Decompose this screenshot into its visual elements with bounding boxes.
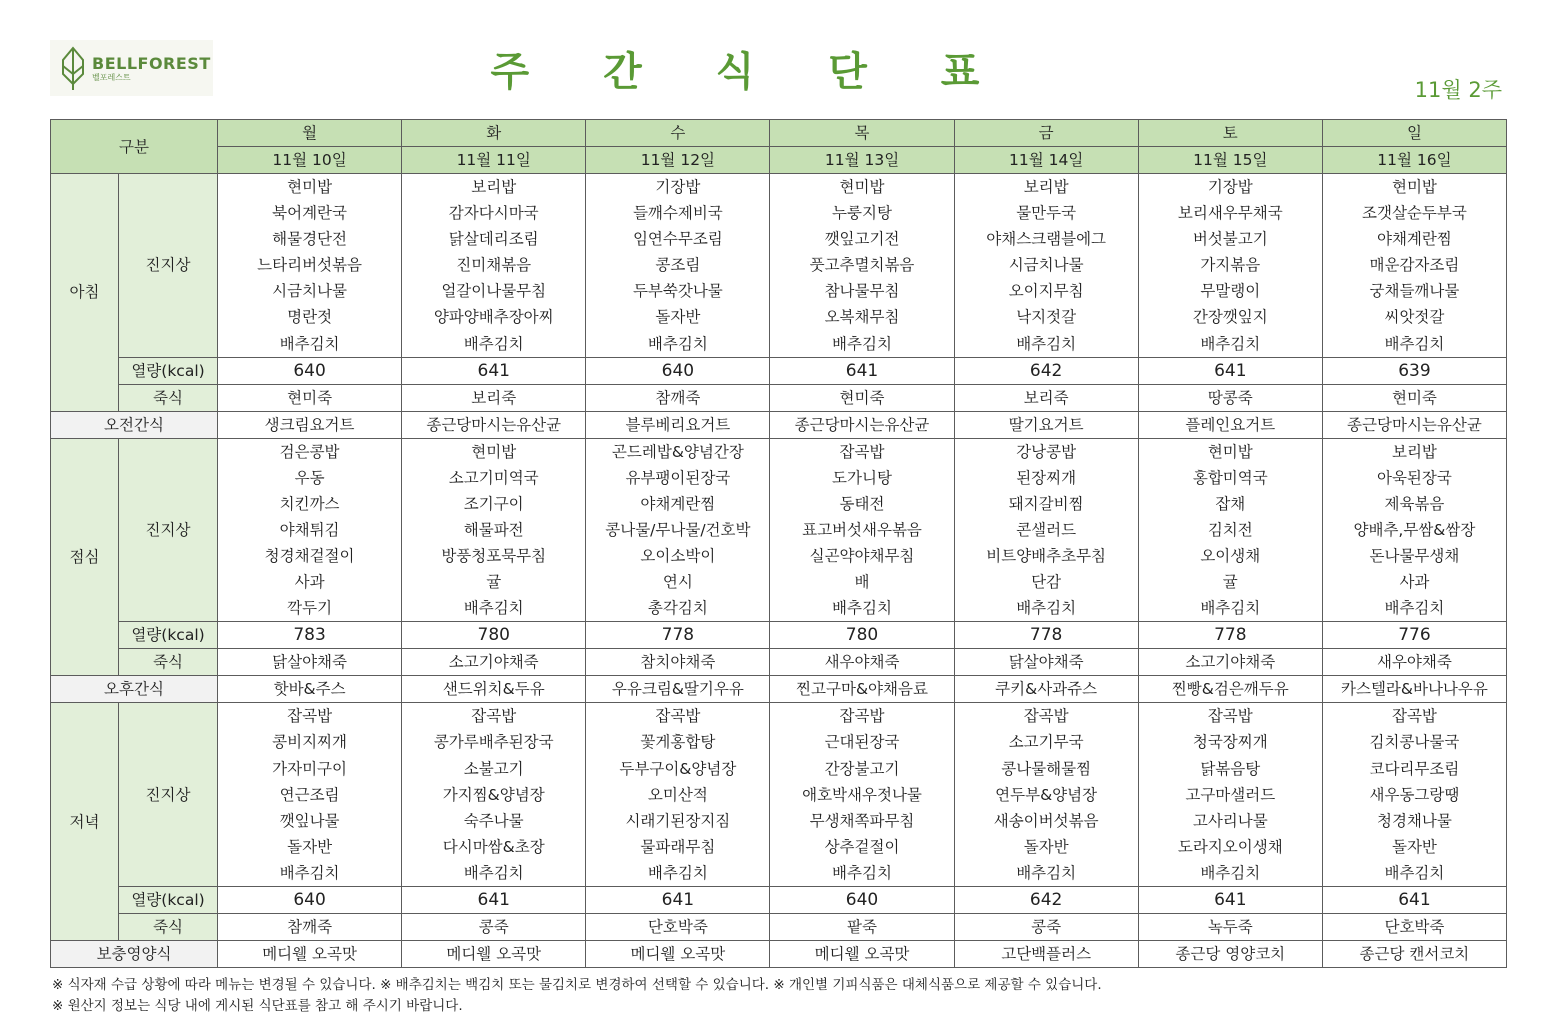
menu-cell [954, 703, 1138, 887]
menu-item: 코다리무조림 [1369, 759, 1460, 778]
kcal-label: 열량(kcal) [119, 886, 218, 913]
menu-item: 잡곡밥 [1023, 707, 1069, 726]
menu-item: 해물경단전 [272, 230, 348, 249]
supplement-item: 메디웰 오곡맛 [218, 940, 402, 967]
menu-item: 배추김치 [647, 334, 708, 353]
juk-item: 닭살야채죽 [954, 649, 1138, 676]
am_snack-item: 종근당마시는유산균 [1322, 411, 1506, 438]
menu-item: 오복채무침 [824, 308, 900, 327]
menu-item: 돼지갈비찜 [1008, 494, 1084, 513]
kcal-value: 776 [1322, 622, 1506, 649]
menu-item: 배추김치 [1384, 334, 1445, 353]
header-date: 11월 11일 [402, 147, 586, 174]
menu-item: 무생채쪽파무침 [809, 811, 915, 830]
juk-item: 단호박죽 [1322, 913, 1506, 940]
menu-item: 배추김치 [1200, 334, 1261, 353]
pm_snack-label: 오후간식 [51, 676, 218, 703]
menu-item: 가지볶음 [1200, 256, 1261, 275]
jinjisang-label: 진지상 [119, 174, 218, 358]
kcal-value: 641 [1322, 886, 1506, 913]
menu-cell [770, 703, 954, 887]
menu-item: 야채계란찜 [1376, 230, 1452, 249]
menu-item: 풋고추멸치볶음 [809, 256, 915, 275]
menu-item: 들깨수제비국 [632, 204, 723, 223]
juk-item: 현미죽 [218, 384, 402, 411]
header-date: 11월 12일 [586, 147, 770, 174]
menu-item: 시금치나물 [272, 282, 348, 301]
page-title: 주 간 식 단 표 [490, 49, 1010, 95]
header-day: 토 [1138, 120, 1322, 147]
kcal-label: 열량(kcal) [119, 357, 218, 384]
menu-item: 꽃게홍합탕 [640, 733, 716, 752]
menu-item: 간장불고기 [824, 759, 900, 778]
menu-item: 매운감자조림 [1369, 256, 1460, 275]
menu-item: 표고버섯새우볶음 [802, 520, 922, 539]
menu-item: 돌자반 [1391, 837, 1437, 856]
header-category: 구분 [51, 120, 218, 174]
menu-item: 누룽지탕 [832, 204, 892, 223]
juk-item: 보리죽 [402, 384, 586, 411]
kcal-value: 641 [1138, 357, 1322, 384]
menu-item: 돈나물무생채 [1369, 547, 1460, 566]
supplement-item: 종근당 캔서코치 [1322, 940, 1506, 967]
menu-cell [586, 438, 770, 622]
kcal-value: 641 [770, 357, 954, 384]
juk-item: 참깨죽 [586, 384, 770, 411]
menu-cell [1138, 174, 1322, 358]
header-date: 11월 13일 [770, 147, 954, 174]
juk-item: 보리죽 [954, 384, 1138, 411]
juk-item: 참깨죽 [218, 913, 402, 940]
menu-item: 귤 [486, 573, 502, 592]
menu-item: 배추김치 [1384, 863, 1445, 882]
menu-item: 잡곡밥 [655, 707, 701, 726]
menu-item: 보리새우무채국 [1177, 204, 1283, 223]
pm_snack-item: 핫바&주스 [218, 676, 402, 703]
menu-item: 연두부&양념장 [995, 785, 1098, 804]
menu-item: 현미밥 [287, 178, 333, 196]
menu-item: 다시마쌈&초장 [442, 837, 545, 856]
menu-item: 숙주나물 [463, 811, 524, 830]
juk-item: 새우야채죽 [1322, 649, 1506, 676]
kcal-value: 780 [402, 622, 586, 649]
am_snack-label: 오전간식 [51, 411, 218, 438]
menu-item: 기장밥 [655, 178, 701, 196]
juk-item: 현미죽 [1322, 384, 1506, 411]
menu-item: 배추김치 [1016, 334, 1077, 353]
pm_snack-item: 카스텔라&바나나우유 [1322, 676, 1506, 703]
menu-item: 닭살데리조림 [448, 230, 539, 249]
kcal-value: 641 [402, 886, 586, 913]
juksik-label: 죽식 [119, 384, 218, 411]
menu-item: 오이생채 [1200, 547, 1261, 566]
menu-item: 연근조림 [279, 785, 340, 804]
pm_snack-item: 찐고구마&야채음료 [770, 676, 954, 703]
menu-item: 현미밥 [839, 178, 885, 196]
menu-cell [402, 174, 586, 358]
menu-item: 감자다시마국 [448, 204, 539, 223]
menu-item: 돌자반 [655, 308, 701, 327]
menu-cell [1322, 438, 1506, 622]
menu-item: 현미밥 [1391, 178, 1437, 196]
menu-item: 오이소박이 [640, 547, 716, 566]
menu-item: 배추김치 [463, 599, 524, 618]
menu-item: 돌자반 [287, 837, 333, 856]
menu-item: 총각김치 [647, 599, 708, 618]
menu-cell [1322, 174, 1506, 358]
menu-item: 잡곡밥 [1207, 707, 1253, 726]
menu-item: 콩비지찌개 [272, 733, 348, 752]
menu-item: 도가니탕 [832, 468, 892, 487]
supplement-label: 보충영양식 [51, 940, 218, 967]
menu-item: 배추김치 [1200, 599, 1261, 618]
menu-item: 돌자반 [1023, 837, 1069, 856]
header-day: 수 [586, 120, 770, 147]
menu-item: 가자미구이 [272, 759, 348, 778]
menu-item: 버섯불고기 [1192, 230, 1268, 249]
menu-cell [218, 438, 402, 622]
menu-item: 현미밥 [471, 442, 517, 461]
kcal-value: 783 [218, 622, 402, 649]
juk-item: 현미죽 [770, 384, 954, 411]
menu-item: 콘샐러드 [1016, 520, 1077, 539]
menu-item: 보리밥 [1391, 442, 1437, 461]
menu-item: 된장찌개 [1016, 468, 1077, 487]
juk-item: 녹두죽 [1138, 913, 1322, 940]
menu-item: 우동 [294, 468, 325, 487]
menu-item: 기장밥 [1207, 178, 1253, 196]
menu-item: 연시 [662, 573, 693, 592]
menu-item: 북어계란국 [272, 204, 348, 223]
supplement-item: 메디웰 오곡맛 [586, 940, 770, 967]
menu-cell [402, 438, 586, 622]
kcal-value: 641 [1138, 886, 1322, 913]
menu-item: 김치전 [1207, 520, 1253, 539]
kcal-value: 641 [586, 886, 770, 913]
menu-item: 깍두기 [287, 599, 333, 618]
menu-item: 새우동그랑땡 [1369, 785, 1460, 804]
menu-item: 야채계란찜 [640, 494, 716, 513]
juk-item: 단호박죽 [586, 913, 770, 940]
menu-item: 도라지오이생채 [1177, 837, 1283, 856]
menu-item: 오이지무침 [1008, 282, 1084, 301]
menu-cell [1138, 703, 1322, 887]
header-day: 일 [1322, 120, 1506, 147]
menu-item: 물만두국 [1016, 204, 1077, 223]
menu-item: 콩나물/무나물/건호박 [605, 520, 751, 539]
menu-cell [586, 703, 770, 887]
meal-label-breakfast: 아침 [51, 174, 119, 412]
pm_snack-item: 찐빵&검은깨두유 [1138, 676, 1322, 703]
menu-item: 진미채볶음 [456, 256, 532, 275]
menu-item: 배추김치 [832, 599, 892, 618]
header-day: 화 [402, 120, 586, 147]
meal-label-dinner: 저녁 [51, 703, 119, 941]
menu-item: 참나물무침 [824, 282, 900, 301]
menu-item: 무말랭이 [1200, 282, 1261, 301]
menu-item: 배추김치 [279, 334, 340, 353]
juksik-label: 죽식 [119, 649, 218, 676]
menu-item: 느타리버섯볶음 [257, 256, 362, 275]
menu-item: 배추김치 [1200, 863, 1261, 882]
menu-item: 보리밥 [471, 178, 517, 196]
menu-item: 야채튀김 [279, 520, 340, 539]
menu-item: 잡곡밥 [839, 707, 885, 726]
kcal-value: 642 [954, 886, 1138, 913]
menu-item: 김치콩나물국 [1369, 733, 1460, 752]
am_snack-item: 블루베리요거트 [586, 411, 770, 438]
header-date: 11월 14일 [954, 147, 1138, 174]
menu-item: 단감 [1031, 573, 1062, 592]
menu-item: 배 [854, 573, 870, 592]
juk-item: 소고기야채죽 [402, 649, 586, 676]
menu-item: 두부구이&양념장 [619, 759, 737, 778]
menu-cell [954, 438, 1138, 622]
header-day: 월 [218, 120, 402, 147]
juk-item: 콩죽 [402, 913, 586, 940]
kcal-value: 640 [218, 886, 402, 913]
menu-item: 배추김치 [1016, 599, 1077, 618]
menu-item: 조기구이 [463, 494, 524, 513]
header-date: 11월 16일 [1322, 147, 1506, 174]
kcal-value: 778 [1138, 622, 1322, 649]
menu-item: 오미산적 [647, 785, 708, 804]
menu-item: 잡곡밥 [839, 442, 885, 461]
supplement-item: 고단백플러스 [954, 940, 1138, 967]
menu-item: 동태전 [839, 494, 885, 513]
menu-item: 현미밥 [1207, 442, 1253, 461]
menu-item: 얼갈이나물무침 [441, 282, 547, 301]
juk-item: 소고기야채죽 [1138, 649, 1322, 676]
week-label: 11월 2주 [1414, 78, 1502, 102]
menu-item: 양파양배추장아찌 [433, 308, 554, 327]
am_snack-item: 플레인요거트 [1138, 411, 1322, 438]
kcal-value: 640 [218, 357, 402, 384]
header-date: 11월 15일 [1138, 147, 1322, 174]
menu-item: 잡곡밥 [1391, 707, 1437, 726]
menu-item: 근대된장국 [824, 733, 900, 752]
kcal-value: 642 [954, 357, 1138, 384]
menu-item: 배추김치 [463, 334, 524, 353]
header-date: 11월 10일 [218, 147, 402, 174]
menu-cell [402, 703, 586, 887]
menu-item: 청경채나물 [1376, 811, 1452, 830]
kcal-value: 639 [1322, 357, 1506, 384]
note-line: ※ 원산지 정보는 식당 내에 게시된 식단표를 참고 해 주시기 바랍니다. [52, 998, 463, 1014]
supplement-item: 메디웰 오곡맛 [402, 940, 586, 967]
menu-item: 청국장찌개 [1192, 733, 1268, 752]
header-day: 금 [954, 120, 1138, 147]
juk-item: 새우야채죽 [770, 649, 954, 676]
menu-item: 비트양배추초무침 [986, 547, 1107, 566]
brand-name: BELLFOREST [92, 53, 211, 73]
menu-item: 방풍청포묵무침 [441, 547, 547, 566]
menu-cell [586, 174, 770, 358]
menu-item: 배추김치 [1384, 599, 1445, 618]
supplement-item: 종근당 영양코치 [1138, 940, 1322, 967]
menu-item: 낙지젓갈 [1016, 308, 1077, 327]
menu-item: 배추김치 [279, 863, 340, 882]
menu-item: 사과 [294, 573, 325, 592]
weekly-menu-table [50, 119, 1507, 968]
am_snack-item: 종근당마시는유산균 [770, 411, 954, 438]
kcal-value: 640 [770, 886, 954, 913]
menu-item: 명란젓 [287, 308, 333, 327]
menu-item: 소불고기 [463, 759, 524, 778]
header-day: 목 [770, 120, 954, 147]
menu-item: 깻잎나물 [279, 811, 340, 830]
menu-item: 제육볶음 [1384, 494, 1445, 513]
menu-item: 검은콩밥 [279, 442, 340, 461]
menu-item: 잡곡밥 [287, 707, 333, 726]
menu-item: 야채스크램블에그 [986, 230, 1107, 249]
menu-item: 물파래무침 [640, 837, 716, 856]
brand-name-korean: 벨포레스트 [92, 72, 131, 82]
menu-item: 양배추,무쌈&쌈장 [1353, 520, 1476, 539]
menu-item: 실곤약야채무침 [809, 547, 915, 566]
supplement-item: 메디웰 오곡맛 [770, 940, 954, 967]
menu-item: 청경채겉절이 [264, 547, 355, 566]
juk-item: 참치야채죽 [586, 649, 770, 676]
menu-item: 고사리나물 [1192, 811, 1268, 830]
menu-item: 콩나물해물찜 [1001, 759, 1092, 778]
menu-item: 배추김치 [647, 863, 708, 882]
kcal-value: 778 [586, 622, 770, 649]
kcal-value: 641 [402, 357, 586, 384]
menu-item: 깻잎고기전 [824, 230, 900, 249]
menu-item: 잡채 [1215, 494, 1246, 513]
menu-item: 유부팽이된장국 [625, 468, 731, 487]
menu-item: 배추김치 [463, 863, 524, 882]
menu-item: 콩조림 [655, 256, 701, 275]
menu-item: 아욱된장국 [1376, 468, 1452, 487]
menu-item: 보리밥 [1023, 178, 1069, 196]
menu-item: 궁채들깨나물 [1369, 282, 1460, 301]
menu-item: 곤드레밥&양념간장 [611, 442, 744, 461]
menu-item: 귤 [1222, 573, 1238, 592]
menu-item: 사과 [1399, 573, 1430, 592]
menu-item: 애호박새우젓나물 [802, 785, 922, 804]
notes [52, 975, 1102, 1017]
note-line: ※ 식자재 수급 상황에 따라 메뉴는 변경될 수 있습니다. ※ 배추김치는 백김치 또는 물김치로 변경하여 선택할 수 있습니다. ※ 개인별 기피식품은 대체식품으로 제공할 수 있습니다. [52, 977, 1102, 993]
menu-item: 두부쑥갓나물 [632, 282, 723, 301]
pm_snack-item: 우유크림&딸기우유 [586, 676, 770, 703]
menu-item: 새송이버섯볶음 [993, 811, 1099, 830]
menu-item: 소고기무국 [1008, 733, 1084, 752]
menu-cell [218, 174, 402, 358]
juksik-label: 죽식 [119, 913, 218, 940]
menu-item: 해물파전 [463, 520, 524, 539]
juk-item: 팥죽 [770, 913, 954, 940]
am_snack-item: 생크림요거트 [218, 411, 402, 438]
menu-item: 상추겉절이 [824, 837, 900, 856]
pm_snack-item: 쿠키&사과쥬스 [954, 676, 1138, 703]
menu-cell [1322, 703, 1506, 887]
am_snack-item: 종근당마시는유산균 [402, 411, 586, 438]
jinjisang-label: 진지상 [119, 438, 218, 622]
meal-label-lunch: 점심 [51, 438, 119, 676]
menu-cell [954, 174, 1138, 358]
kcal-label: 열량(kcal) [119, 622, 218, 649]
menu-item: 콩가루배추된장국 [433, 733, 554, 752]
menu-item: 배추김치 [1016, 863, 1077, 882]
menu-item: 시금치나물 [1008, 256, 1084, 275]
pm_snack-item: 샌드위치&두유 [402, 676, 586, 703]
menu-item: 조갯살순두부국 [1362, 204, 1467, 223]
menu-item: 씨앗젓갈 [1384, 308, 1445, 327]
am_snack-item: 딸기요거트 [954, 411, 1138, 438]
menu-item: 배추김치 [832, 863, 892, 882]
menu-item: 임연수무조림 [632, 230, 723, 249]
menu-item: 시래기된장지짐 [625, 811, 731, 830]
menu-item: 치킨까스 [279, 494, 340, 513]
menu-item: 고구마샐러드 [1185, 785, 1276, 804]
menu-item: 홍합미역국 [1192, 468, 1268, 487]
menu-item: 잡곡밥 [471, 707, 517, 726]
juk-item: 콩죽 [954, 913, 1138, 940]
juk-item: 땅콩죽 [1138, 384, 1322, 411]
menu-cell [770, 438, 954, 622]
menu-item: 가지찜&양념장 [442, 785, 545, 804]
menu-cell [1138, 438, 1322, 622]
menu-item: 소고기미역국 [448, 468, 539, 487]
jinjisang-label: 진지상 [119, 703, 218, 887]
menu-cell [218, 703, 402, 887]
menu-cell [770, 174, 954, 358]
kcal-value: 780 [770, 622, 954, 649]
menu-item: 간장깻잎지 [1192, 308, 1268, 327]
menu-item: 배추김치 [832, 334, 892, 353]
juk-item: 닭살야채죽 [218, 649, 402, 676]
menu-item: 강낭콩밥 [1016, 442, 1077, 461]
kcal-value: 640 [586, 357, 770, 384]
kcal-value: 778 [954, 622, 1138, 649]
menu-item: 닭볶음탕 [1200, 759, 1261, 778]
